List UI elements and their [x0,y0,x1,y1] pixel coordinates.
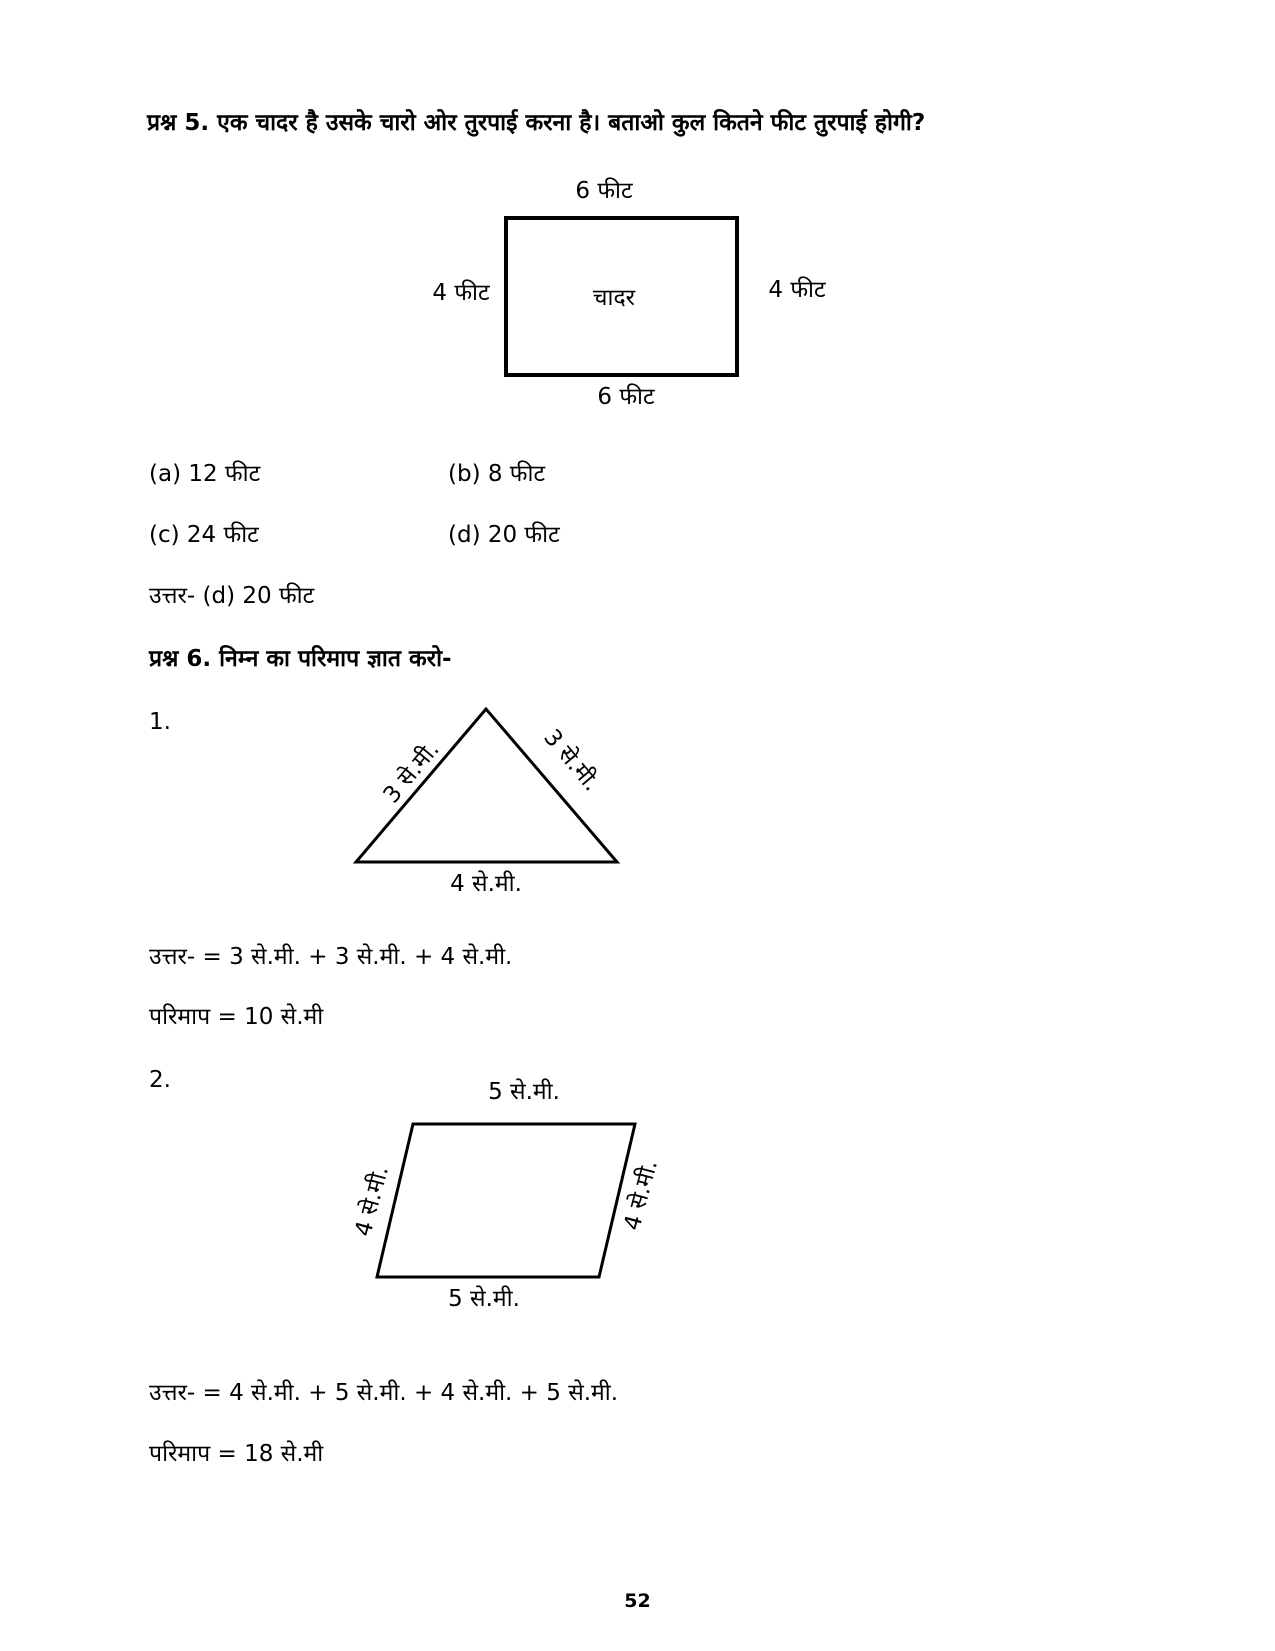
perimeter-part-2: परिमाप = 18 से.मी [149,1441,324,1467]
rect-bottom-label: 6 फीट [597,384,655,410]
perimeter-part-1: परिमाप = 10 से.मी [149,1004,324,1030]
parallelogram-right-label: 4 से.मी. [619,1157,664,1234]
question-6: प्रश्न 6. निम्न का परिमाप ज्ञात करो- [149,646,452,672]
triangle-left-label: 3 से.मी. [378,736,445,809]
parallelogram-bottom-label: 5 से.मी. [448,1286,520,1312]
parallelogram-left-label: 4 से.मी. [350,1163,395,1240]
rect-right-label: 4 फीट [768,277,826,303]
part-2-number: 2. [149,1067,171,1093]
triangle-bottom-label: 4 से.मी. [450,871,522,897]
rect-center-label: चादर [592,285,636,311]
answer-part-2: उत्तर- = 4 से.मी. + 5 से.मी. + 4 से.मी. + 5 से.मी. [149,1380,619,1406]
option-c: (c) 24 फीट [149,522,259,548]
rect-top-label: 6 फीट [575,178,633,204]
parallelogram-top-label: 5 से.मी. [488,1079,560,1105]
parallelogram [377,1124,635,1277]
part-1-number: 1. [149,709,171,735]
option-a: (a) 12 फीट [149,461,261,487]
answer-5: उत्तर- (d) 20 फीट [149,583,315,609]
triangle-right-label: 3 से.मी. [538,724,605,797]
option-b: (b) 8 फीट [448,461,546,487]
page-number: 52 [624,1590,651,1612]
question-5: प्रश्न 5. एक चादर है उसके चारो ओर तुरपाई करना है। बताओ कुल कितने फीट तुरपाई होगी? [147,110,926,136]
option-d: (d) 20 फीट [448,522,560,548]
answer-part-1: उत्तर- = 3 से.मी. + 3 से.मी. + 4 से.मी. [149,944,513,970]
rect-left-label: 4 फीट [432,280,490,306]
